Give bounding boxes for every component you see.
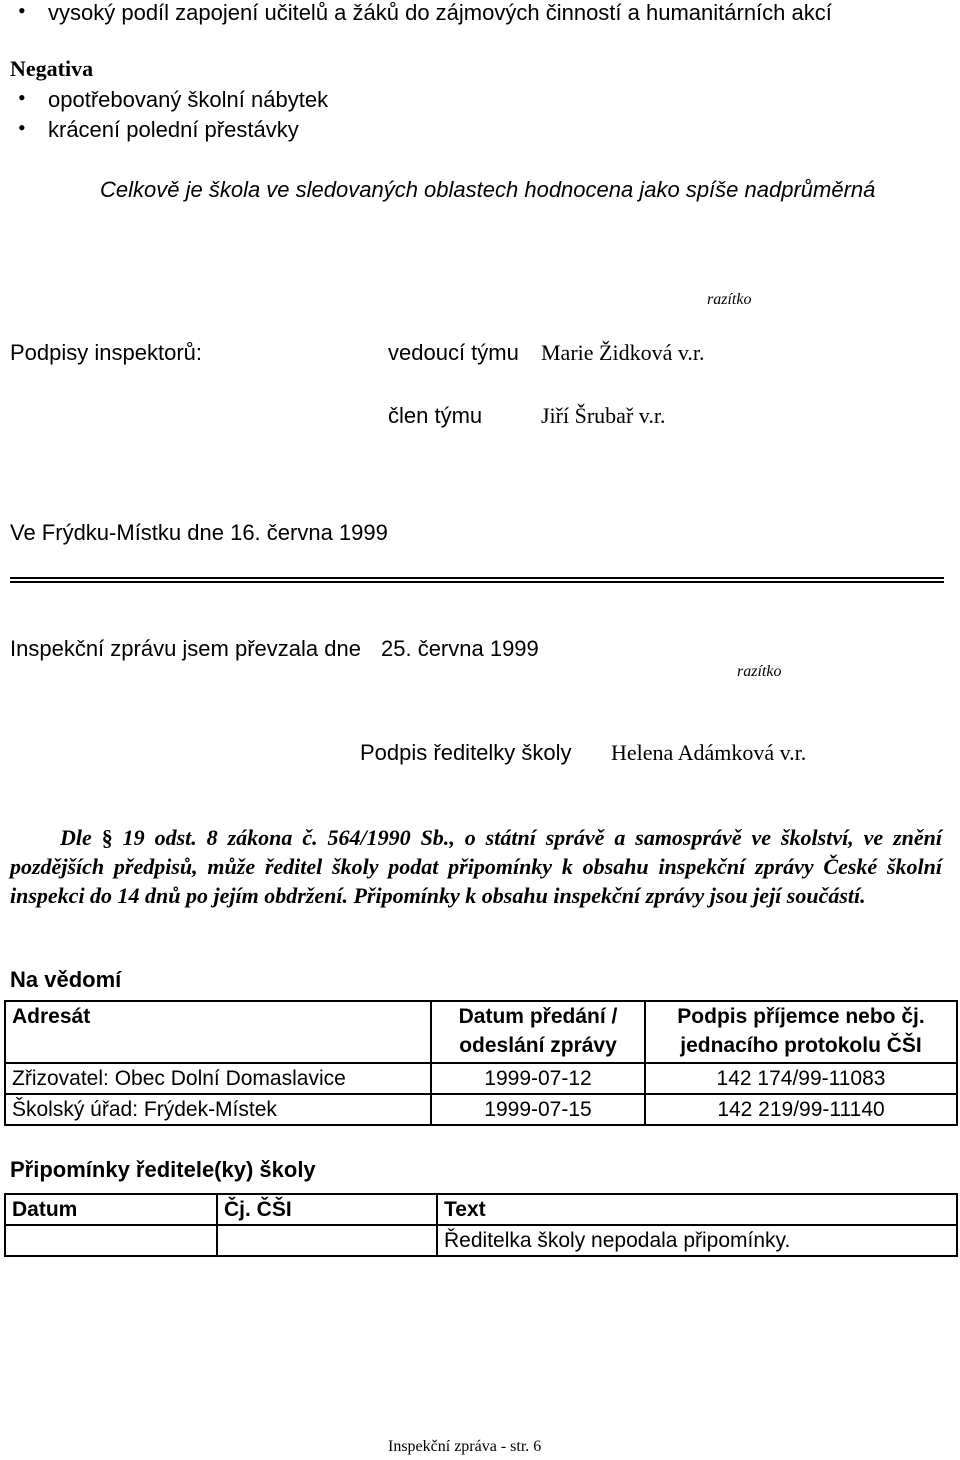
leader-name: Marie Židková v.r. [541,340,705,365]
distribution-heading: Na vědomí [10,967,122,992]
date-cell: 1999-07-15 [431,1094,645,1125]
director-signature-label: Podpis ředitelky školy [360,740,572,765]
table-row [5,1225,957,1256]
comments-heading: Připomínky ředitele(ky) školy [10,1157,316,1182]
negative-item: krácení polední přestávky [48,117,299,142]
addressee-cell: Školský úřad: Frýdek-Místek [5,1094,431,1125]
positive-item: vysoký podíl zapojení učitelů a žáků do zájmových činností a humanitárních akcí [48,0,832,25]
director-name: Helena Adámková v.r. [611,740,807,765]
text-cell: Ředitelka školy nepodala připomínky. [437,1225,957,1256]
double-divider [10,577,944,583]
col-text-header: Text [437,1194,957,1225]
table-row [5,1063,957,1094]
ref-cell: 142 219/99-11140 [645,1094,957,1125]
col-ref-header: Čj. ČŠI [217,1194,437,1225]
date-cell: 1999-07-12 [431,1063,645,1094]
table-header-row [5,1194,957,1225]
ref-cell [217,1225,437,1256]
inspectors-label: Podpisy inspektorů: [10,340,202,365]
col-date-header: Datum [5,1194,217,1225]
stamp-label: razítko [737,663,782,680]
bullet-icon: • [18,115,26,140]
leader-role: vedoucí týmu [388,340,519,365]
legal-note-rest: , o státní správě a samosprávě ve školství, ve znění pozdějších předpisů, může ředitel školy podat připomínky k obsahu inspekční zprávy České školní inspekci do 14 dnů po jejím obdržení. Připomínky k obsahu inspekční zprávy jsou její součástí. [10,825,942,908]
negative-item: opotřebovaný školní nábytek [48,87,329,112]
legal-note [10,823,942,910]
negatives-heading: Negativa [10,56,94,81]
table-row [5,1094,957,1125]
distribution-table [4,1000,958,1126]
summary-text: Celkově je škola ve sledovaných oblastech hodnocena jako spíše nadprůměrná [100,177,876,202]
table-header-row [5,1001,957,1063]
page-footer: Inspekční zpráva - str. 6 [388,1438,542,1455]
member-name: Jiří Šrubař v.r. [541,403,666,428]
bullet-icon: • [18,0,26,23]
section-sign: § [101,825,113,850]
place-date: Ve Frýdku-Místku dne 16. června 1999 [10,520,388,545]
addressee-cell: Zřizovatel: Obec Dolní Domaslavice [5,1063,431,1094]
bullet-icon: • [18,85,26,110]
stamp-label: razítko [707,291,752,308]
date-cell [5,1225,217,1256]
ref-cell: 142 174/99-11083 [645,1063,957,1094]
member-role: člen týmu [388,403,483,428]
legal-note-part1: Dle [60,825,92,850]
col-ref-header: Podpis příjemce nebo čj. jednacího protokolu ČŠI [645,1001,957,1063]
receipt-date: 25. června 1999 [381,636,539,661]
receipt-label: Inspekční zprávu jsem převzala dne [10,636,361,661]
comments-table [4,1193,958,1257]
col-addressee-header: Adresát [5,1001,431,1063]
legal-note-part2: 19 odst. 8 zákona č. 564/1990 Sb. [122,825,450,850]
col-date-header: Datum předání / odeslání zprávy [431,1001,645,1063]
